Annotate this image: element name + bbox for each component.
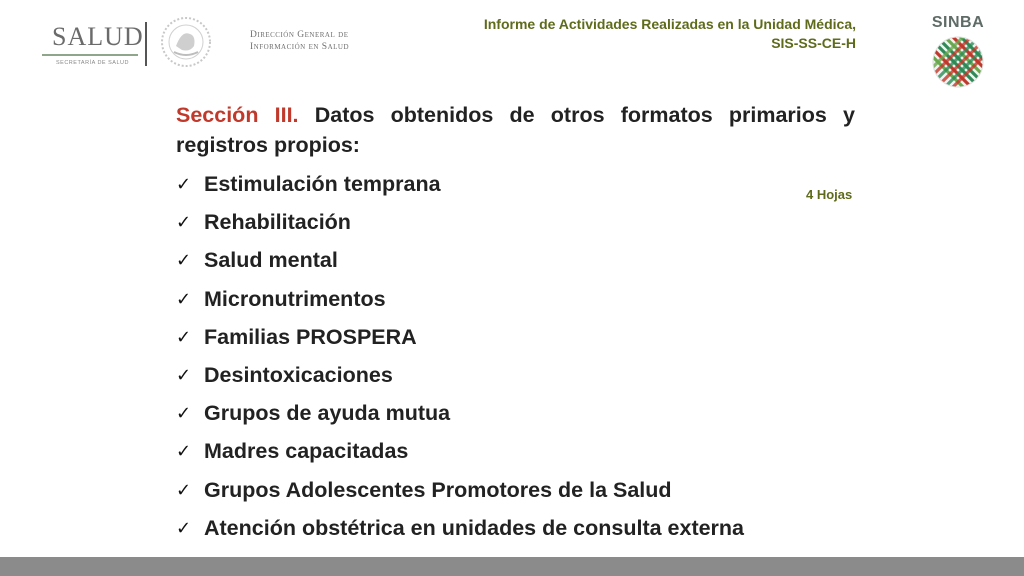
mexico-seal-icon bbox=[160, 16, 212, 68]
list-item bbox=[176, 360, 744, 398]
salud-logo-line bbox=[42, 54, 138, 56]
section-title: Datos obtenidos de otros formatos primarios y registros propios: bbox=[176, 103, 855, 157]
list-item bbox=[176, 284, 744, 322]
list-item-label: Salud mental bbox=[204, 248, 338, 273]
sinba-logo-text: SINBA bbox=[931, 14, 985, 31]
dgis-logo bbox=[250, 29, 349, 53]
section-label: Sección III. bbox=[176, 103, 299, 127]
section-heading bbox=[176, 100, 855, 160]
checklist bbox=[176, 169, 744, 551]
list-item-label: Atención obstétrica en unidades de consulta externa bbox=[204, 515, 745, 540]
check-icon: ✓ bbox=[176, 517, 192, 538]
salud-logo bbox=[38, 16, 144, 72]
list-item-label: Desintoxicaciones bbox=[204, 362, 393, 387]
list-item-label: Grupos Adolescentes Promotores de la Salud bbox=[204, 477, 672, 502]
sinba-logo bbox=[916, 14, 1000, 98]
list-item-label: Rehabilitación bbox=[204, 210, 351, 235]
salud-logo-word: SALUD bbox=[52, 22, 144, 51]
check-icon: ✓ bbox=[176, 403, 192, 424]
list-item bbox=[176, 322, 744, 360]
list-item bbox=[176, 398, 744, 436]
list-item-label: Madres capacitadas bbox=[204, 439, 409, 464]
check-icon: ✓ bbox=[176, 250, 192, 271]
report-title bbox=[484, 15, 856, 53]
sinba-globe-icon bbox=[930, 34, 986, 90]
list-item bbox=[176, 475, 744, 513]
list-item bbox=[176, 169, 744, 207]
list-item-label: Micronutrimentos bbox=[204, 286, 386, 311]
check-icon: ✓ bbox=[176, 441, 192, 462]
list-item-label: Familias PROSPERA bbox=[204, 324, 417, 349]
list-item bbox=[176, 513, 744, 551]
footer-bar bbox=[0, 557, 1024, 576]
list-item-label: Estimulación temprana bbox=[204, 172, 441, 196]
list-item bbox=[176, 207, 744, 245]
check-icon: ✓ bbox=[176, 212, 192, 233]
dgis-line-2: Información en Salud bbox=[250, 42, 350, 52]
report-title-line-2: SIS-SS-CE-H bbox=[771, 35, 856, 51]
list-item-label: Grupos de ayuda mutua bbox=[204, 401, 451, 426]
header-divider bbox=[145, 22, 147, 66]
check-icon: ✓ bbox=[176, 288, 192, 309]
check-icon: ✓ bbox=[176, 479, 192, 500]
list-item bbox=[176, 245, 744, 283]
check-icon: ✓ bbox=[176, 364, 192, 385]
list-item bbox=[176, 436, 744, 474]
check-icon: ✓ bbox=[176, 326, 192, 347]
report-title-line-1: Informe de Actividades Realizadas en la Unidad Médica, bbox=[483, 16, 856, 32]
dgis-line-1: Dirección General de bbox=[250, 30, 349, 40]
pages-note: 4 Hojas bbox=[806, 187, 853, 202]
check-icon: ✓ bbox=[176, 174, 192, 194]
salud-logo-subtitle: SECRETARÍA DE SALUD bbox=[56, 60, 129, 66]
